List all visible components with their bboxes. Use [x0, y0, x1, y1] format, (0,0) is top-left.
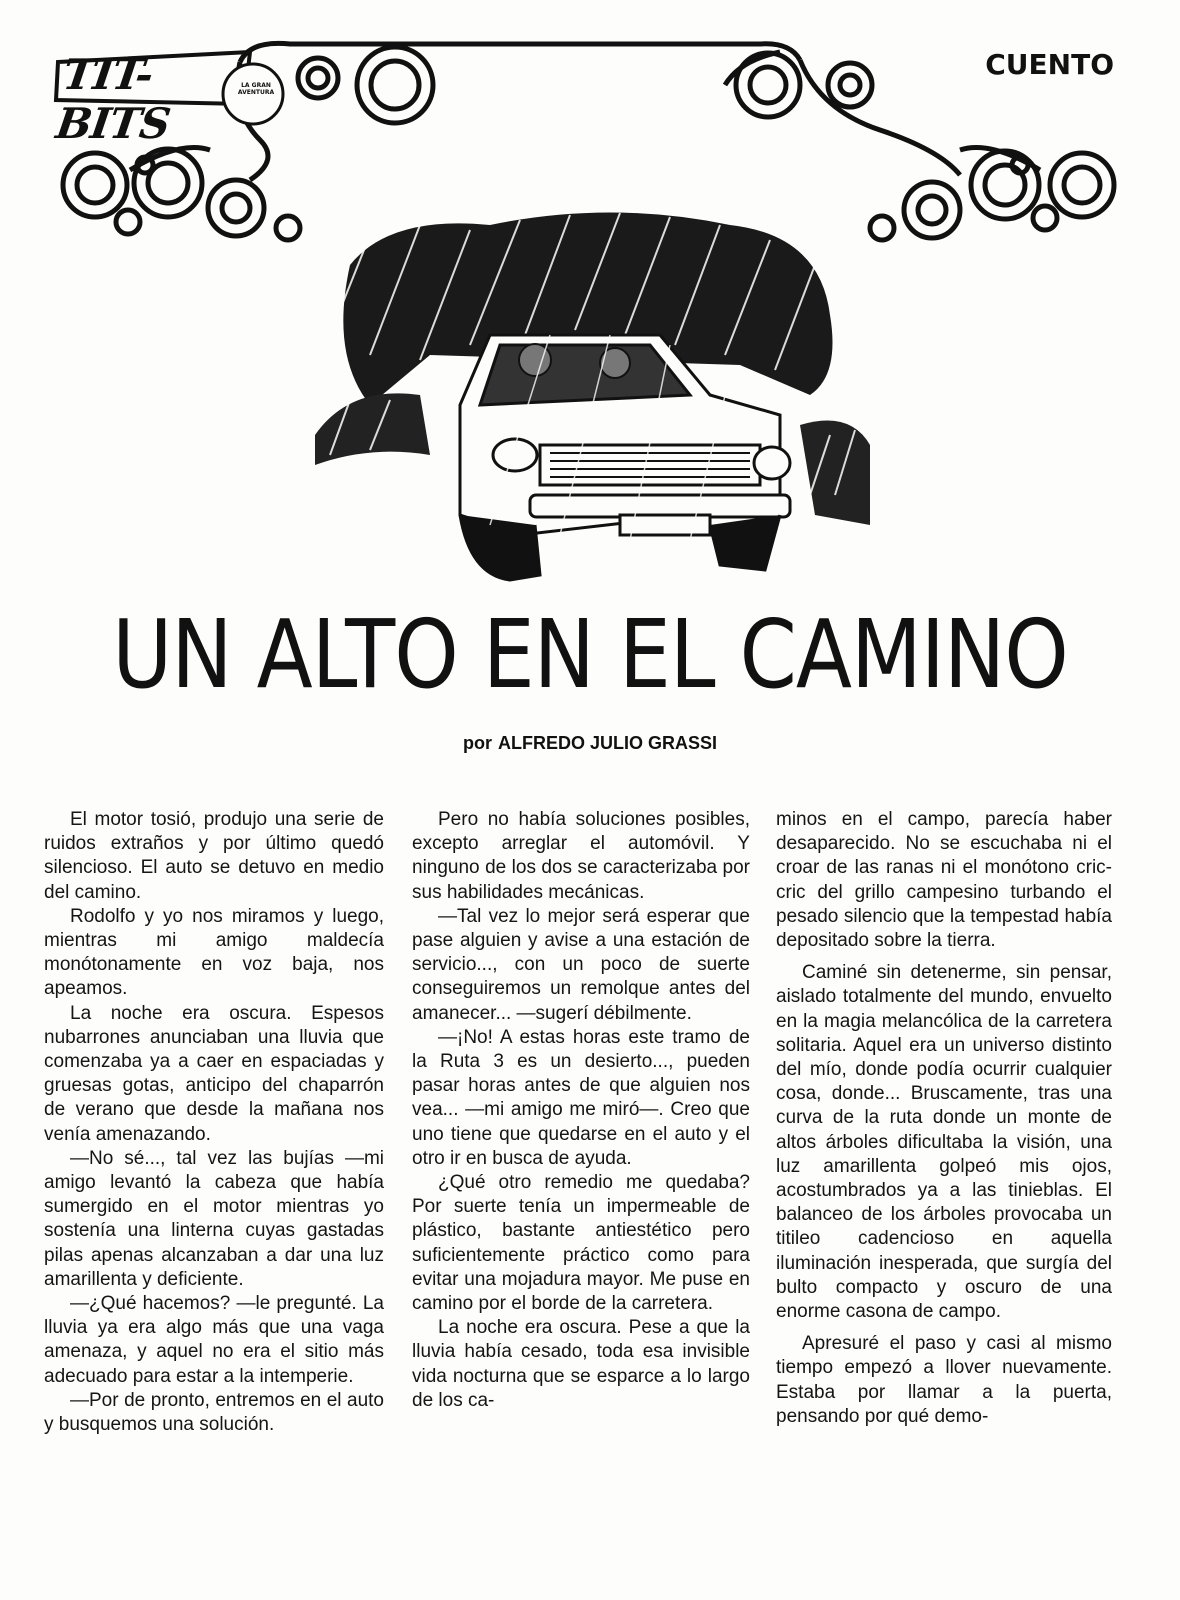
- paragraph: Apresuré el paso y casi al mismo tiempo empezó a llover nuevamente. Estaba por llamar a la puerta, pensando por qué demo-: [776, 1333, 1112, 1427]
- byline-prefix: por: [462, 733, 492, 753]
- byline: [0, 733, 1180, 754]
- paragraph: —¡No! A estas horas este tramo de la Ruta 3 es un desierto..., pueden pasar horas antes de que alguien nos vea... —mi amigo me miró—. Creo que uno tiene que quedarse en el auto y el otro ir en busca de ayuda.: [412, 1026, 750, 1169]
- paragraph: ¿Qué otro remedio me quedaba? Por suerte tenía un impermeable de plástico, bastante antiestético pero suficientemente práctico como para evitar una mojadura mayor. Me puse en camino por el borde de la carretera.: [412, 1172, 750, 1315]
- paragraph: —No sé..., tal vez las bujías —mi amigo levantó la cabeza que había sumergido en el motor mientras yo sostenía una linterna cuyas gastadas pilas apenas alcanzaban a dar una luz amarillenta y deficiente.: [44, 1147, 384, 1290]
- text-column-3: [776, 808, 1112, 1429]
- text-column-2: [412, 808, 750, 1413]
- paragraph: El motor tosió, produjo una serie de ruidos extraños y por último quedó silencioso. El auto se detuvo en medio del camino.: [44, 809, 384, 903]
- paragraph: La noche era oscura. Pese a que la lluvia había cesado, toda esa invisible vida nocturna que se esparce a lo largo de los ca-: [412, 1317, 750, 1411]
- author-name: ALFREDO JULIO GRASSI: [497, 733, 717, 753]
- logo-subtext: LA GRAN AVENTURA: [237, 82, 275, 96]
- car-in-rain-illustration: [310, 195, 880, 585]
- paragraph: Pero no había soluciones posibles, excepto arreglar el automóvil. Y ninguno de los dos se caracterizaba por sus habilidades mecánicas.: [412, 809, 750, 903]
- paragraph: Rodolfo y yo nos miramos y luego, mientras mi amigo maldecía monótonamente en voz baja, nos apeamos.: [44, 905, 384, 1000]
- paragraph: Caminé sin detenerme, sin pensar, aislado totalmente del mundo, envuelto en la magia melancólica de la carretera solitaria. Aquel era un universo distinto del mío, donde podía ocurrir cualquier cosa, donde... Bruscamente, tras una curva de la ruta donde un monte de altos árboles dificultaba la visión, una luz amarillenta golpeó mis ojos, acostumbrados ya a las tinieblas. El balanceo de los árboles provocaba un titileo cadencioso en aquella iluminación inesperada, que surgía del bulto compacto y oscuro de una enorme casona de campo.: [776, 962, 1112, 1323]
- text-column-1: [44, 808, 384, 1437]
- tit-bits-logo: [53, 46, 275, 148]
- paragraph: minos en el campo, parecía haber desaparecido. No se escuchaba ni el croar de las ranas ni el monótono cric-cric del grillo campesino turbando el pesado silencio que la tempestad había depositado sobre la tierra.: [776, 809, 1112, 952]
- paragraph: —Por de pronto, entremos en el auto y busquemos una solución.: [44, 1389, 384, 1436]
- section-label: CUENTO: [985, 48, 1114, 81]
- paragraph: La noche era oscura. Espesos nubarrones anunciaban una lluvia que comenzaba ya a caer en espaciadas y gruesas gotas, anticipo del chaparrón de verano que desde la mañana nos venía amenazando.: [44, 1002, 384, 1145]
- paragraph: —Tal vez lo mejor será esperar que pase alguien y avise a una estación de servicio..., con un poco de suerte conseguiremos un remolque antes del amanecer... —sugerí débilmente.: [412, 905, 750, 1024]
- story-title: UN ALTO EN EL CAMINO: [112, 600, 1068, 711]
- logo-text: TIT-BITS: [53, 50, 173, 148]
- paragraph: —¿Qué hacemos? —le pregunté. La lluvia ya era algo más que una vaga amenaza, y aquel no era el sitio más adecuado para estar a la intemperie.: [44, 1293, 384, 1387]
